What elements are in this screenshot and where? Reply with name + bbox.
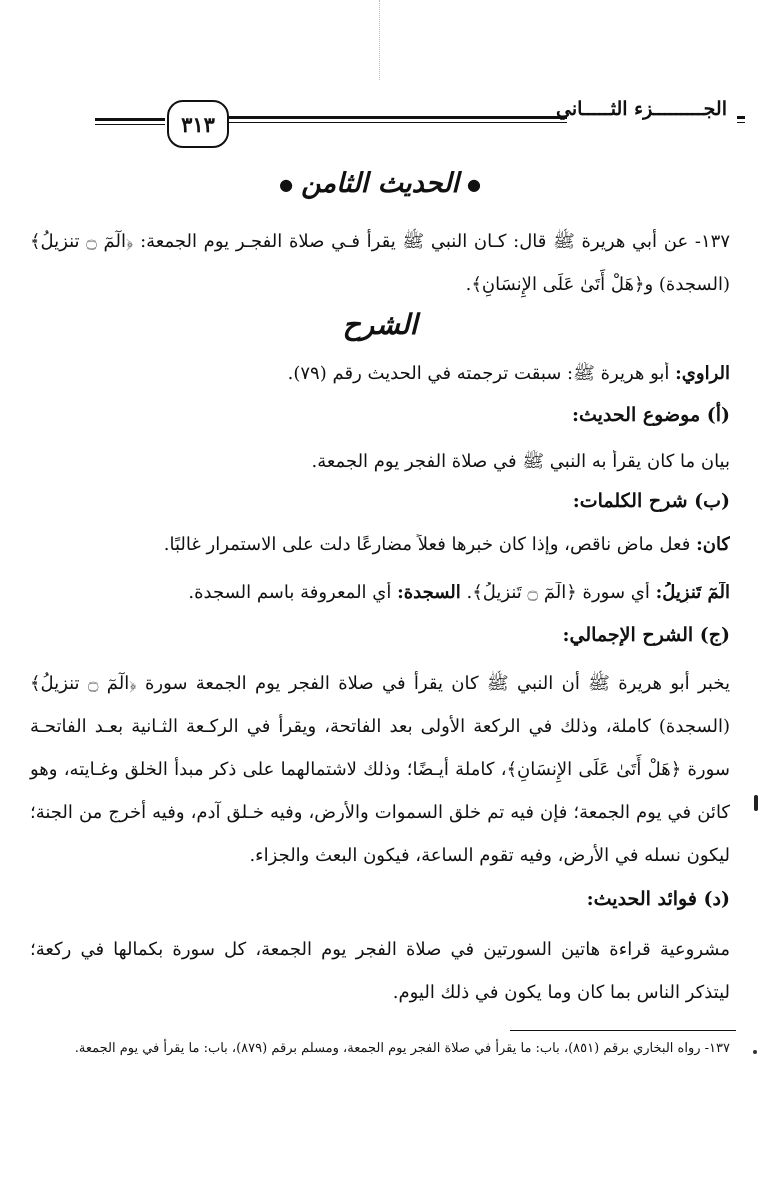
- header-rule-left-thin: [95, 124, 165, 125]
- scan-edge-dot: [753, 1050, 757, 1054]
- rawi-label: الراوي:: [675, 363, 730, 384]
- footnote: ١٣٧- رواه البخاري برقم (٨٥١)، باب: ما يقرأ في صلاة الفجر يوم الجمعة، ومسلم برقم (٨٧٩)، باب: ما يقرأ في يوم الجمعة.: [74, 1041, 730, 1056]
- benefits-text: مشروعية قراءة هاتين السورتين في صلاة الفجر يوم الجمعة، كل سورة بكمالها في ركعة؛ ليتذكر الناس بما كان وما يكون في ذلك اليوم.: [30, 939, 730, 1003]
- header-rule-left: [95, 118, 165, 121]
- hadith-text: ١٣٧- عن أبي هريرة ﷺ قال: كـان النبي ﷺ يقرأ فـي صلاة الفجـر يوم الجمعة: ﴿الٓمٓ ۝ تنزيلُ﴾ (السجدة) و﴿هَلْ أَتَىٰ عَلَى الإِنسَانِ﴾.: [30, 231, 730, 295]
- topic-heading: (أ) موضوع الحديث:: [571, 404, 730, 426]
- alif-line: [30, 582, 730, 603]
- summary-heading: (ج) الشرح الإجمالي:: [562, 624, 730, 646]
- sajda-text: أي المعروفة باسم السجدة.: [188, 582, 392, 603]
- words-heading: (ب) شرح الكلمات:: [572, 490, 730, 512]
- alif-label: الٓمٓ تَنزِيلُ:: [655, 582, 730, 603]
- summary-text: يخبر أبو هريرة ﷺ أن النبي ﷺ كان يقرأ في صلاة الفجر يوم الجمعة سورة ﴿الٓمٓ ۝ تنزيلُ﴾ (السجدة) كاملة، وذلك في الركعة الأولى بعد الفاتحة، ويقرأ في الركـعة الثـانية بعـد الفاتحـة سورة ﴿هَلْ أَتَىٰ عَلَى الإِنسَانِ﴾، كاملة أيـضًا؛ وذلك لاشتمالهما على ذكر مبدأ الخلق وغـايته، وهو كائن في يوم الجمعة؛ فإن فيه تم خلق السموات والأرض، وفيه خـلق آدم، وفيه أخرج من الجنة؛ ليكون نسله في الأرض، وفيه تقوم الساعة، فيكون البعث والجزاء.: [30, 673, 731, 866]
- benefits-heading: (د) فوائد الحديث:: [586, 888, 730, 910]
- sharh-title: الشرح: [342, 308, 418, 341]
- scan-edge-mark: [754, 795, 758, 811]
- kana-text: فعل ماض ناقص، وإذا كان خبرها فعلاً مضارعًا دلت على الاستمرار غالبًا.: [163, 534, 691, 555]
- bullet-icon: ●: [279, 175, 294, 194]
- hadith-title: [0, 168, 760, 199]
- hadith-title-text: الحديث الثامن: [301, 168, 459, 199]
- kana-label: كان:: [696, 534, 730, 555]
- scan-guide-line: [379, 0, 381, 80]
- kana-line: [30, 534, 730, 555]
- alif-text: أي سورة ﴿الٓمٓ ۝ تَنزِيلُ﴾.: [466, 582, 650, 603]
- running-title: الجـــــــــزء الثـــــاني: [555, 98, 727, 120]
- rawi-text: أبو هريرة ﷺ: سبقت ترجمته في الحديث رقم (٧٩).: [287, 363, 670, 384]
- rawi-line: [30, 362, 730, 388]
- bullet-icon: ●: [466, 175, 481, 194]
- page-number: ٣١٣: [167, 100, 229, 148]
- topic-text: بيان ما كان يقرأ به النبي ﷺ في صلاة الفجر يوم الجمعة.: [311, 451, 730, 472]
- sajda-label: السجدة:: [397, 582, 461, 603]
- page-header: [95, 88, 745, 158]
- footnote-rule: [510, 1030, 736, 1031]
